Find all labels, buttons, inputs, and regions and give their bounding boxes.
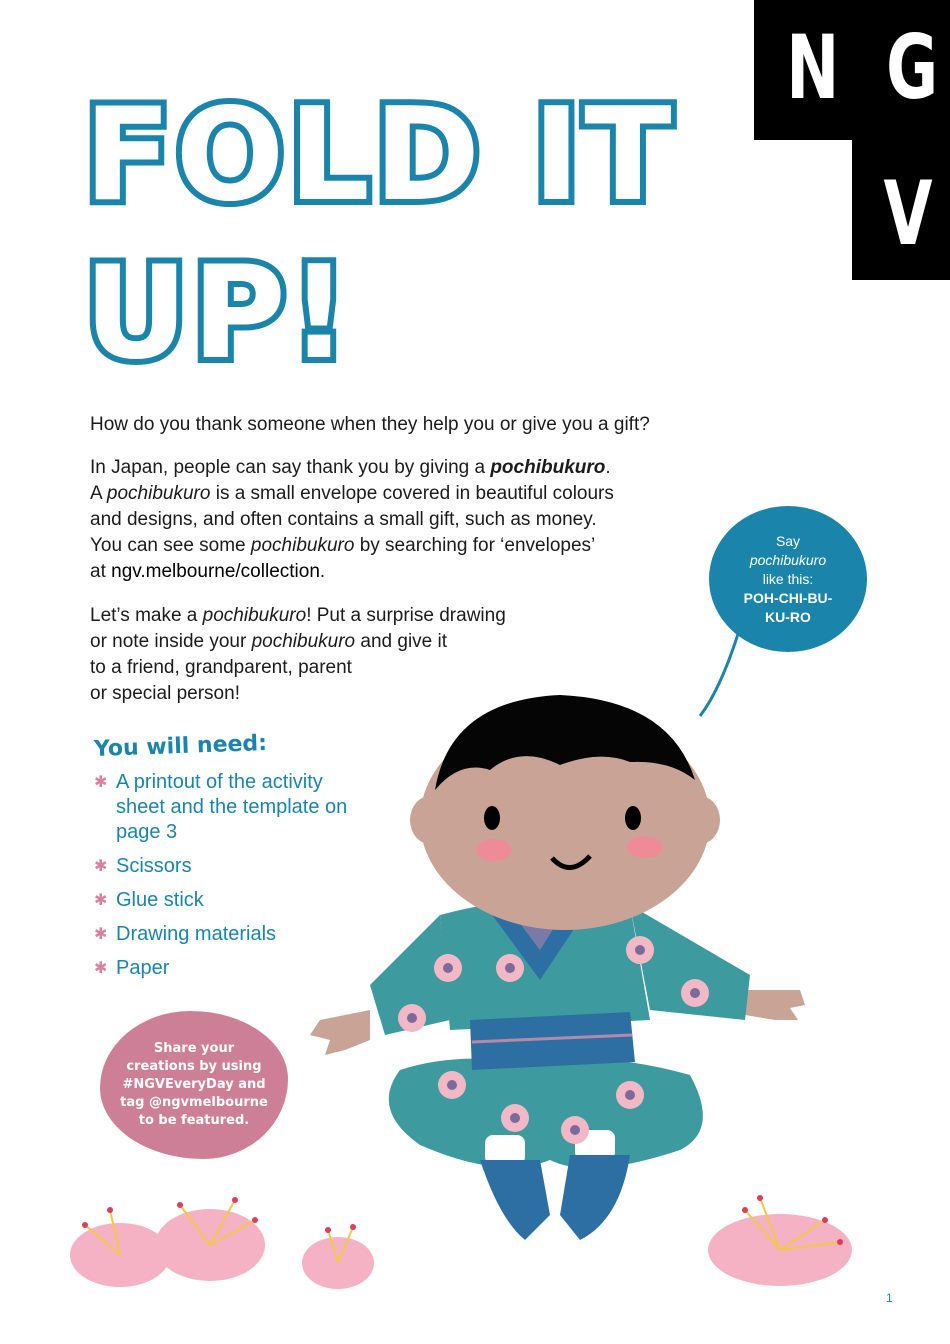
share-callout: Share your creations by using #NGVEveryDay and tag @ngvmelbourne to be featured. bbox=[100, 1011, 288, 1159]
intro-paragraph-2: In Japan, people can say thank you by giving a pochibukuro. A pochibukuro is a small envelope covered in beautiful colours and designs, and often contains a small gift, such as money. You can see some pochibukuro by searching for ‘envelopes’ at ngv.melbourne/collection. bbox=[90, 457, 614, 582]
list-item: ✱ Scissors bbox=[94, 855, 192, 877]
flower-bullet-icon: ✱ bbox=[94, 960, 108, 977]
ngv-logo-top bbox=[754, 0, 950, 140]
page-title-line-2: UP! bbox=[84, 239, 353, 388]
intro-question: How do you thank someone when they help you or give you a gift? bbox=[90, 414, 650, 435]
list-item: ✱ Glue stick bbox=[94, 889, 204, 911]
collection-link[interactable]: ngv.melbourne/collection bbox=[111, 561, 320, 582]
cherry-blossom-small-icon bbox=[298, 1215, 378, 1295]
intro-paragraph-3: Let’s make a pochibukuro! Put a surprise drawing or note inside your pochibukuro and give it to a friend, grandparent, parent or special person! bbox=[90, 605, 506, 704]
materials-heading: You will need: bbox=[93, 730, 268, 763]
cherry-blossom-right-icon bbox=[700, 1190, 860, 1290]
flower-bullet-icon: ✱ bbox=[94, 926, 108, 943]
flower-bullet-icon: ✱ bbox=[94, 892, 108, 909]
list-item: ✱ A printout of the activity sheet and the template on page 3 bbox=[94, 771, 348, 843]
page-title-line-1: FOLD IT bbox=[84, 81, 676, 230]
list-item: ✱ Drawing materials bbox=[94, 923, 277, 945]
page-number: 1 bbox=[886, 1291, 893, 1305]
list-item: ✱ Paper bbox=[94, 957, 170, 979]
logo-letter-n: N bbox=[786, 16, 840, 119]
logo-letter-v: V bbox=[883, 162, 933, 265]
pronunciation-bubble: Say pochibukuro like this: POH-CHI-BU- KU-RO bbox=[709, 506, 867, 652]
logo-letter-g: G bbox=[886, 16, 939, 119]
flower-bullet-icon: ✱ bbox=[94, 858, 108, 875]
flower-bullet-icon: ✱ bbox=[94, 774, 108, 791]
cherry-blossom-left-icon bbox=[60, 1185, 280, 1295]
ngv-logo-bottom bbox=[852, 140, 950, 280]
